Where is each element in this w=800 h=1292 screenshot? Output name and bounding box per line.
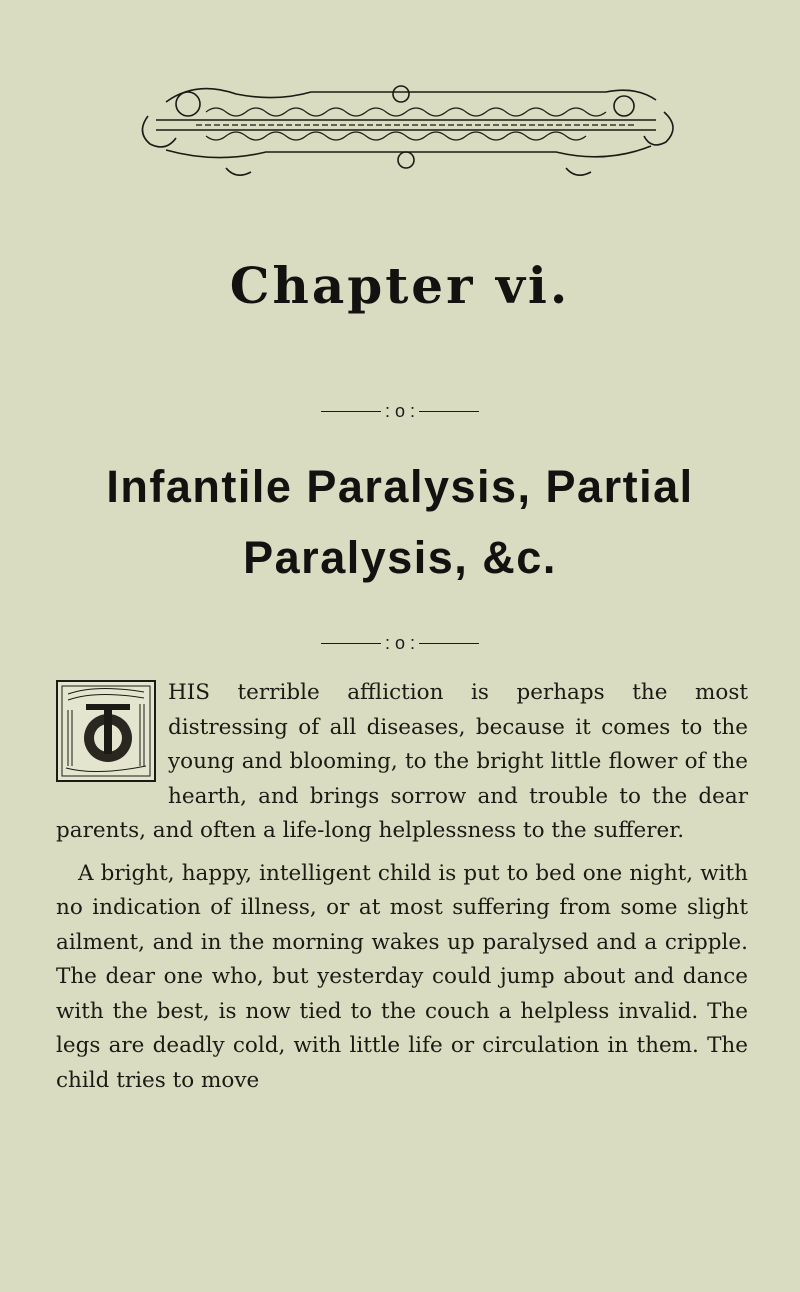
heading-line-2: Paralysis, &c. [243, 532, 557, 583]
chapter-title: Chapter vi. [229, 256, 571, 315]
paragraph-2: A bright, happy, intelligent child is put to bed one night, with no indication of illness, or at most suffering from some slight ailment, and in the morning wakes up paralysed and a cripple. The dear one who, but yesterday could jump about and dance with the best, is now tied to the couch a helpless invalid. The legs are deadly cold, with little life or circulation in them. The child tries to move [56, 860, 748, 1093]
separator-rule-left [321, 643, 381, 644]
heading-line-1: Infantile Paralysis, Partial [106, 461, 694, 512]
decorated-dropcap-T [56, 680, 156, 782]
separator-rule-right [419, 643, 479, 644]
decorative-headpiece-ornament [136, 72, 676, 182]
paragraph-1 [56, 676, 748, 849]
body-text [56, 676, 748, 1098]
separator-bottom [0, 632, 800, 654]
paragraph-1-text: HIS terrible affliction is perhaps the most distressing of all diseases, because it comes to the young and blooming, to the bright little flower of the hearth, and brings sorrow and trouble to the dear parents, and often a life-long helplessness to the sufferer. [56, 680, 748, 843]
separator-rule-right [419, 411, 479, 412]
separator-rule-left [321, 411, 381, 412]
separator-mark: : o : [384, 632, 415, 653]
separator-top [0, 400, 800, 422]
separator-mark: : o : [384, 400, 415, 421]
